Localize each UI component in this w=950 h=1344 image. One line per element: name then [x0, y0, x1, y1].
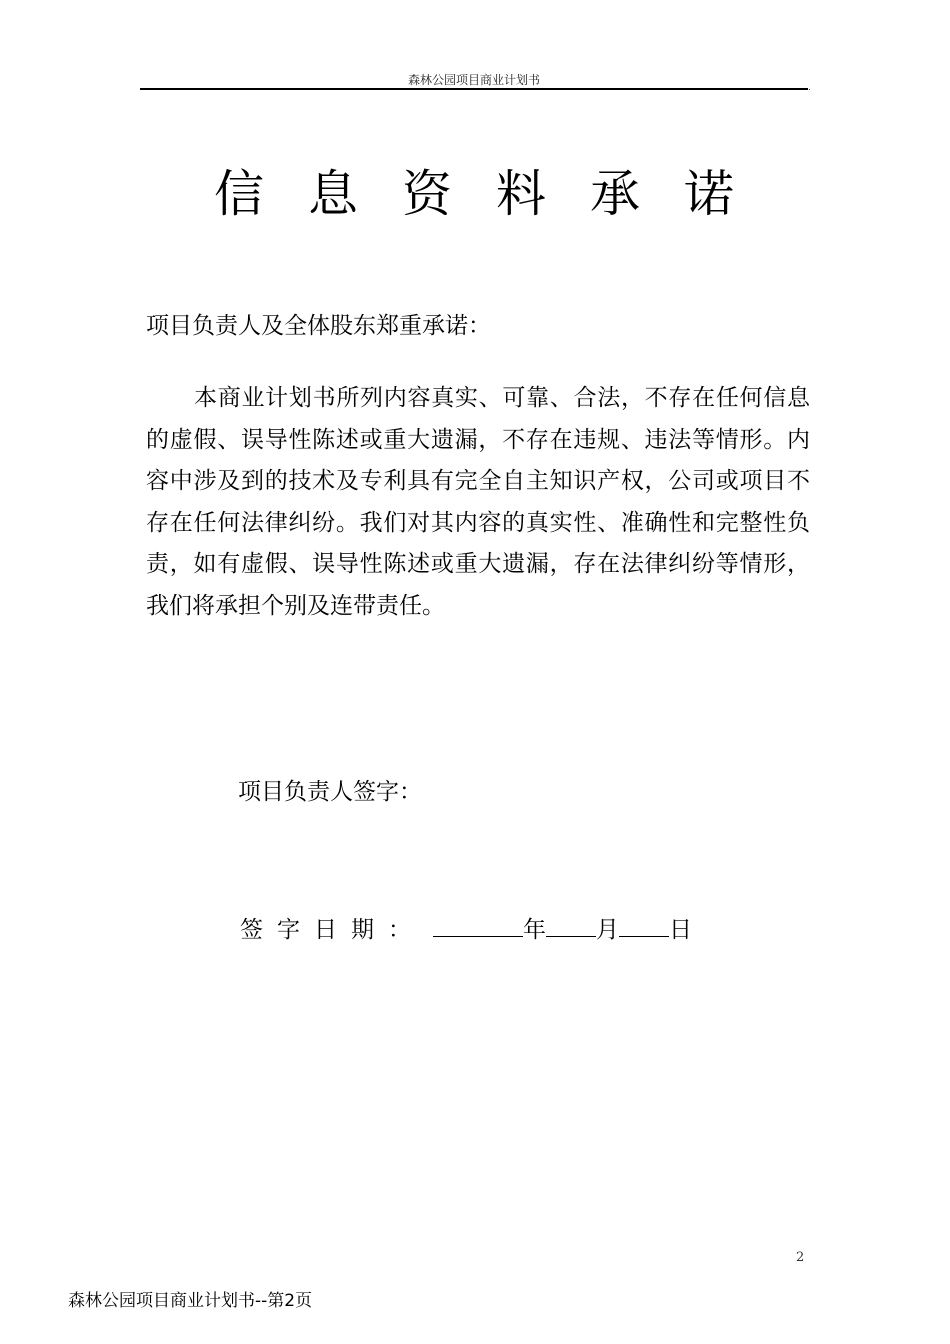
commitment-intro: 项目负责人及全体股东郑重承诺：: [146, 313, 491, 339]
date-label: 签字日期：: [240, 917, 425, 943]
running-header: 森林公园项目商业计划书: [407, 73, 540, 87]
signature-label: 项目负责人签字：: [238, 779, 422, 805]
signature-date-line: [240, 908, 692, 950]
day-unit: 日: [669, 917, 692, 943]
day-blank[interactable]: [619, 908, 669, 937]
footer-caption: 森林公园项目商业计划书--第2页: [68, 1291, 313, 1311]
year-unit: 年: [523, 917, 546, 943]
header-rule: [140, 88, 808, 90]
document-title: 信息资料承诺: [214, 165, 778, 223]
page-number: 2: [796, 1250, 805, 1265]
header-mark: .: [808, 83, 811, 93]
month-blank[interactable]: [546, 908, 596, 937]
month-unit: 月: [596, 917, 619, 943]
commitment-body: 本商业计划书所列内容真实、可靠、合法，不存在任何信息的虚假、误导性陈述或重大遗漏，不存在违规、违法等情形。内容中涉及到的技术及专利具有完全自主知识产权，公司或项目不存在任何法律纠纷。我们对其内容的真实性、准确性和完整性负责，如有虚假、误导性陈述或重大遗漏，存在法律纠纷等情形，我们将承担个别及连带责任。: [146, 385, 810, 619]
year-blank[interactable]: [433, 908, 523, 937]
